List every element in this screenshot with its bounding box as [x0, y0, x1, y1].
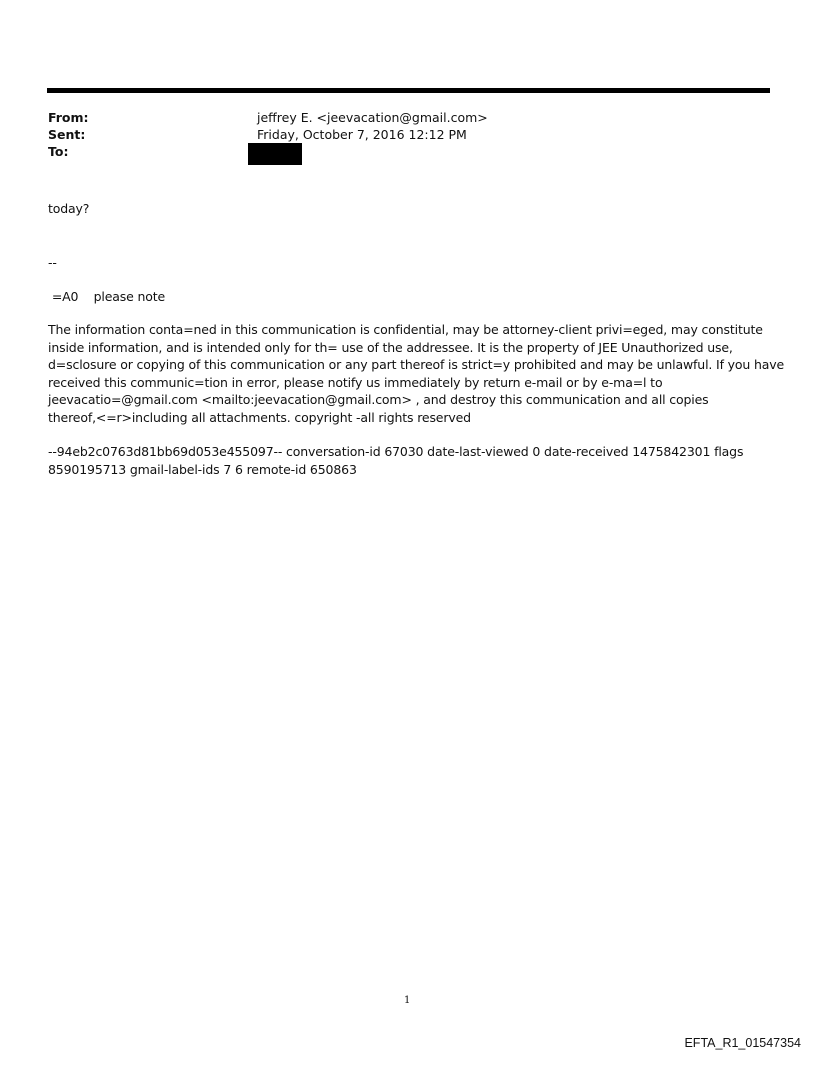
- page-number: 1: [404, 995, 411, 1006]
- disclaimer-line: jeevacatio=@gmail.com <mailto:jeevacation@gmail.com> , and destroy this communication and all copies: [48, 392, 709, 408]
- to-label: To:: [48, 144, 69, 159]
- sent-value: Friday, October 7, 2016 12:12 PM: [257, 127, 467, 142]
- disclaimer-line: thereof,<=r>including all attachments. copyright -all rights reserved: [48, 410, 471, 425]
- sent-label: Sent:: [48, 127, 86, 142]
- note-line: =A0 please note: [48, 289, 166, 304]
- metadata-line: 8590195713 gmail-label-ids 7 6 remote-id 650863: [48, 461, 357, 477]
- from-value: jeffrey E. <jeevacation@gmail.com>: [257, 110, 488, 125]
- from-label: From:: [48, 110, 89, 125]
- header-rule: [47, 88, 770, 93]
- metadata-line: --94eb2c0763d81bb69d053e455097-- conversation-id 67030 date-last-viewed 0 date-received 1475842301 flags: [48, 444, 744, 459]
- disclaimer-line: inside information, and is intended only for th= use of the addressee. It is the property of JEE Unauthorized use,: [48, 339, 733, 355]
- signature-separator: --: [48, 255, 57, 270]
- body-line: today?: [48, 201, 90, 216]
- document-id: EFTA_R1_01547354: [684, 1036, 801, 1050]
- disclaimer-line: d=sclosure or copying of this communication or any part thereof is strict=y prohibited and may be unlawful. If you have: [48, 357, 785, 373]
- disclaimer-line: received this communic=tion in error, please notify us immediately by return e-mail or by e-ma=l to: [48, 374, 663, 390]
- disclaimer-line: The information conta=ned in this communication is confidential, may be attorney-client privi=eged, may constitute: [48, 322, 763, 337]
- redaction-box: [248, 143, 302, 165]
